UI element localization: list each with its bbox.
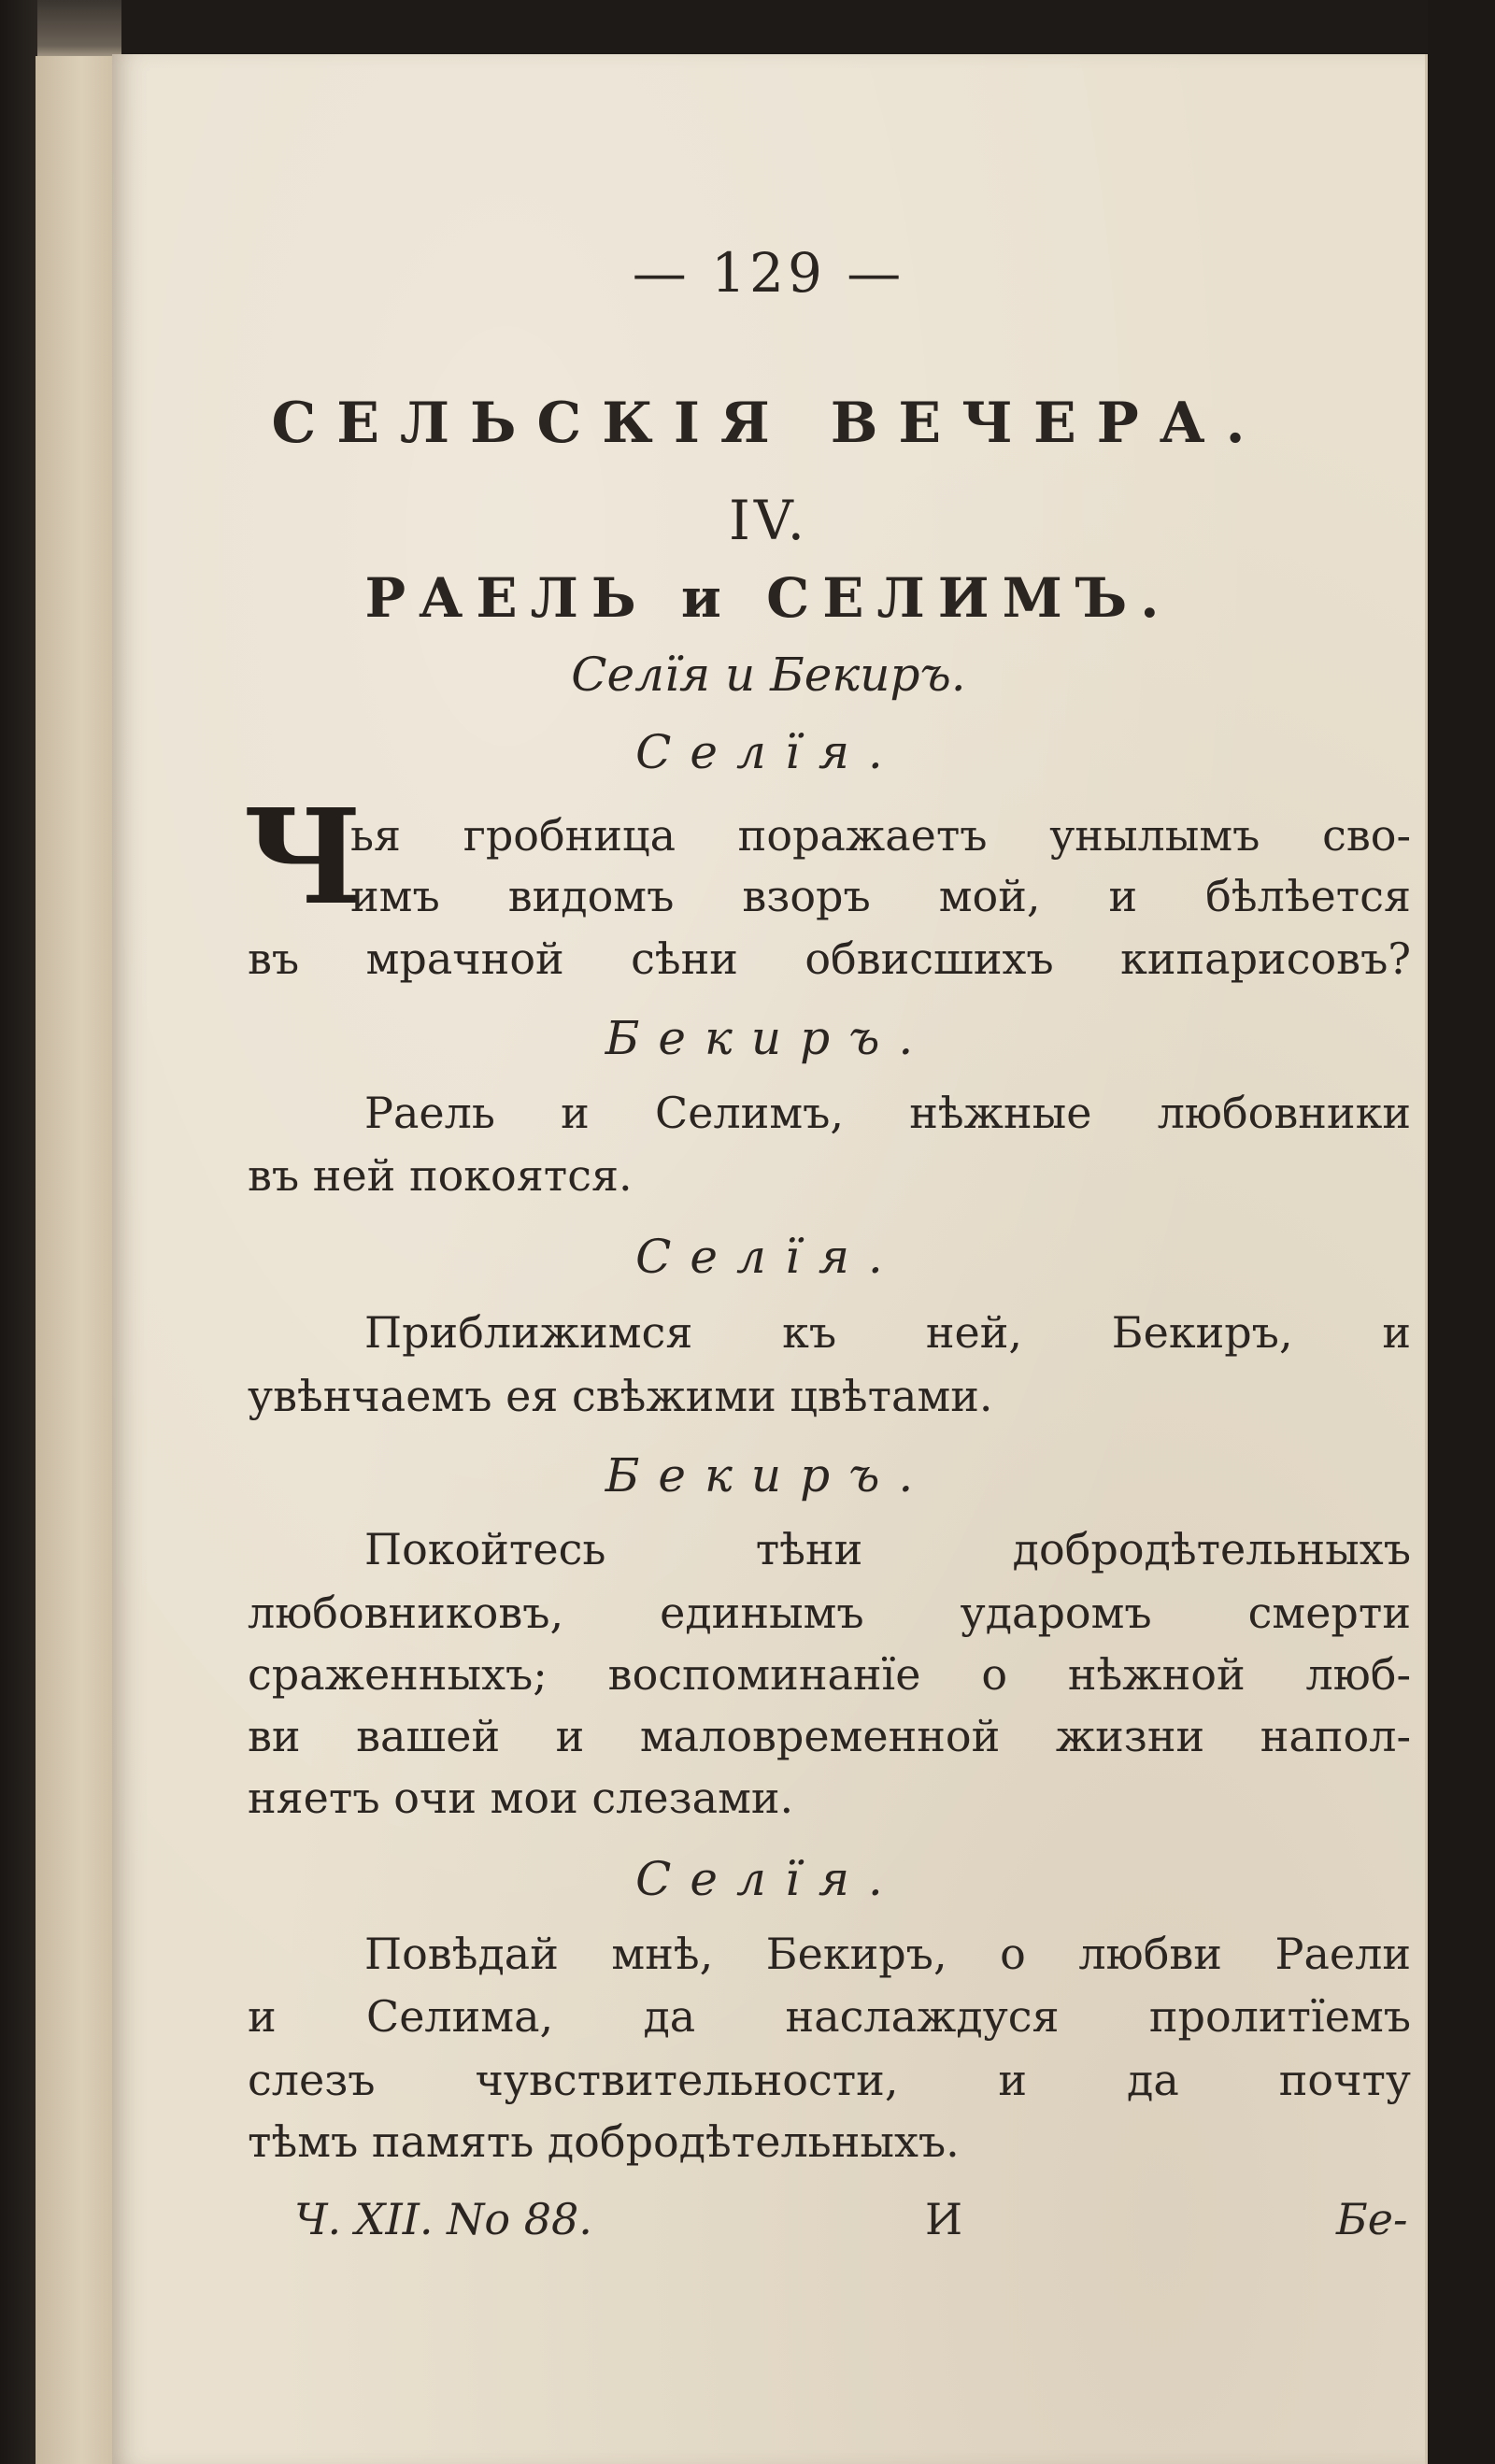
part-number: IV. [728, 489, 809, 552]
book-page [112, 54, 1428, 2464]
speaker-heading: Селїя. [635, 725, 902, 779]
signature-mark: Ч. XII. No 88. [294, 2194, 592, 2244]
drop-cap: Ч [243, 781, 363, 934]
catchword: Бе- [1336, 2194, 1408, 2244]
piece-title: РАЕЛЬ и СЕЛИМЪ. [364, 566, 1173, 630]
page-number: — 129 — [632, 241, 905, 305]
background-right [1428, 0, 1495, 2464]
text-line: Покойтесь тѣни добродѣтельныхъ [364, 1524, 1411, 1574]
text-line: и Селима, да наслаждуся пролитїемъ [248, 1991, 1411, 2042]
main-title: СЕЛЬСКІЯ ВЕЧЕРА. [271, 391, 1266, 456]
gathering-letter: И [925, 2194, 963, 2244]
text-line: въ ней покоятся. [248, 1150, 633, 1201]
text-line: сраженныхъ; воспоминанїе о нѣжной люб- [248, 1649, 1411, 1700]
text-line: ья гробница поражаетъ унылымъ сво- [350, 810, 1411, 861]
speaker-heading: Бекиръ. [605, 1011, 933, 1065]
speaker-heading: Бекиръ. [605, 1448, 933, 1503]
text-line: слезъ чувствительности, и да почту [248, 2055, 1411, 2105]
text-line: Приближимся къ ней, Бекиръ, и [364, 1307, 1411, 1358]
text-line: тѣмъ память добродѣтельныхъ. [248, 2116, 960, 2167]
text-line: въ мрачной сѣни обвисшихъ кипарисовъ? [248, 933, 1411, 984]
text-line: увѣнчаемъ ея свѣжими цвѣтами. [248, 1371, 993, 1421]
speaker-heading: Селїя. [635, 1852, 902, 1906]
speakers-line: Селїя и Бекиръ. [571, 648, 966, 702]
text-line: Раель и Селимъ, нѣжные любовники [364, 1088, 1411, 1138]
text-line: любовниковъ, единымъ ударомъ смерти [248, 1588, 1411, 1638]
speaker-heading: Селїя. [635, 1230, 902, 1284]
text-line: имъ видомъ взоръ мой, и бѣлѣется [350, 871, 1411, 921]
text-line: няетъ очи мои слезами. [248, 1773, 794, 1823]
previous-page-edge [36, 56, 114, 2464]
text-line: ви вашей и маловременной жизни напол- [248, 1711, 1411, 1761]
book-cover-left [0, 0, 37, 2464]
text-line: Повѣдай мнѣ, Бекиръ, о любви Раели [364, 1929, 1411, 1979]
